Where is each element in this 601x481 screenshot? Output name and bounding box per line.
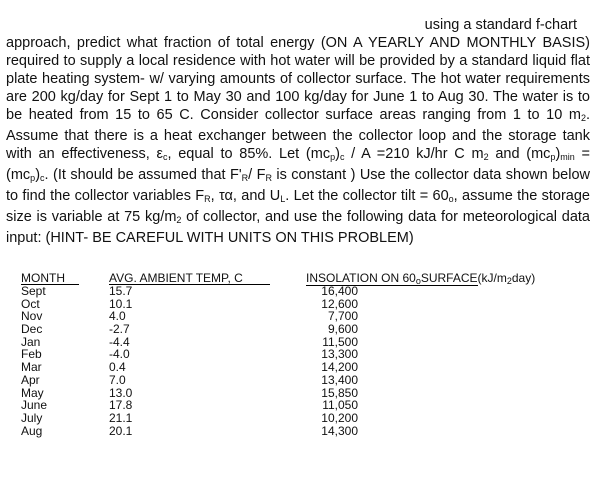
cell-temp: 4.0 (109, 309, 126, 324)
table-body (21, 285, 581, 437)
table-row (21, 285, 581, 298)
cell-insolation: 9,600 (327, 322, 358, 337)
cell-month: Oct (21, 296, 40, 311)
cell-month: July (21, 410, 43, 425)
table-row (21, 310, 581, 323)
para-sub: L (280, 194, 286, 204)
cell-insolation: 11,050 (322, 398, 358, 413)
cell-temp: -2.7 (109, 322, 130, 337)
header-insolation-post: SURFACE (420, 271, 478, 285)
climate-data-table (21, 271, 581, 437)
header-insolation-pre: INSOLATION ON 60 (306, 271, 416, 285)
para-text: . (It should be assumed that F' (44, 167, 242, 183)
table-row (21, 387, 581, 400)
problem-paragraph (6, 34, 590, 247)
table-row (21, 336, 581, 349)
para-text: is constant ) Use the collector data shown below to find the collector variables F (6, 167, 591, 204)
cell-temp: 0.4 (109, 360, 126, 375)
cell-insolation: 11,500 (322, 334, 358, 349)
para-sub: R (204, 194, 211, 204)
table-row (21, 361, 581, 374)
para-text: / F (248, 167, 266, 183)
para-text: ) (35, 167, 41, 183)
cell-insolation: 14,200 (321, 360, 358, 375)
para-text: of collector, and use the following data for meteorological data input: (HINT- BE CAREFUL WITH UNITS ON THIS PROBLEM) (6, 209, 590, 246)
para-text: ) (555, 146, 561, 162)
table-row (21, 298, 581, 311)
header-insolation (306, 271, 535, 285)
cell-temp: 10.1 (109, 296, 133, 311)
para-text: and (mc (488, 146, 551, 162)
header-unit-sub: 2 (506, 276, 512, 286)
cell-month: Nov (21, 309, 43, 324)
para-sub: min (560, 152, 575, 162)
cell-temp: 7.0 (109, 372, 126, 387)
cell-month: June (21, 398, 48, 413)
table-row (21, 412, 581, 425)
table-row (21, 399, 581, 412)
para-sub: p (330, 152, 336, 162)
cell-month: Dec (21, 322, 43, 337)
table-row (21, 374, 581, 387)
cell-temp: 13.0 (109, 385, 133, 400)
cell-insolation: 16,400 (321, 284, 358, 298)
header-unit-post: day) (511, 271, 536, 285)
cell-insolation: 13,400 (321, 372, 358, 387)
cell-insolation: 13,300 (321, 347, 358, 362)
cell-insolation: 7,700 (327, 309, 358, 324)
header-temp: AVG. AMBIENT TEMP, C (109, 271, 270, 285)
para-sub: c (40, 173, 45, 183)
cell-insolation: 12,600 (321, 296, 358, 311)
header-month: MONTH (21, 271, 79, 285)
para-text: / A =210 kJ/hr C m (344, 146, 484, 162)
para-sub: c (162, 152, 168, 162)
table-row (21, 323, 581, 336)
table-header-row (21, 271, 581, 285)
para-sub: 2 (483, 152, 489, 162)
cell-month: Feb (21, 347, 42, 362)
cell-temp: 15.7 (109, 284, 133, 298)
para-sub: p (550, 152, 556, 162)
para-sub: o (448, 194, 454, 204)
cell-month: Jan (21, 334, 41, 349)
cell-month: Apr (21, 372, 40, 387)
cell-temp: 17.8 (109, 398, 133, 413)
para-text: , τα, and U (210, 188, 281, 204)
para-sub: R (241, 173, 249, 183)
para-sub: 2 (176, 215, 182, 225)
table-row (21, 425, 581, 438)
cell-temp: -4.0 (109, 347, 130, 362)
para-text: . Assume that there is a heat exchanger between the collector loop and the storage tank with an effectiveness, ε (6, 107, 590, 162)
para-sub: R (265, 173, 272, 183)
cell-month: Aug (21, 423, 43, 438)
para-text: , assume the storage size is variable at 75 kg/m (6, 188, 590, 225)
table-row (21, 348, 581, 361)
para-sub: c (339, 152, 345, 162)
header-unit-pre: (kJ/m (477, 271, 507, 285)
para-text: = (mc (6, 146, 590, 183)
cell-temp: 21.1 (109, 410, 133, 425)
cell-temp: 20.1 (109, 423, 133, 438)
para-sub: p (30, 173, 36, 183)
cell-month: Mar (21, 360, 42, 375)
para-text: , equal to 85%. Let (mc (167, 146, 331, 162)
para-sub: 2 (580, 113, 586, 123)
cell-insolation: 15,850 (321, 385, 358, 400)
para-text: approach, predict what fraction of total energy (ON A YEARLY AND MONTHLY BASIS) required to supply a local residence with hot water will be provided by a standard liquid flat plate heating system- w/ varying amounts of collector surface. The hot water requirements are 200 kg/day for Sept 1 to May 30 and 100 kg/day for June 1 to Aug 30. The water is to be heated from 15 to 65 C. Consider collector surface areas ranging from 1 to 10 m (6, 35, 590, 123)
header-insolation-sub: o (415, 276, 421, 286)
cell-insolation: 14,300 (321, 423, 358, 438)
cell-month: Sept (21, 284, 46, 298)
cell-temp: -4.4 (109, 334, 130, 349)
cell-insolation: 10,200 (321, 410, 358, 425)
cell-month: May (21, 385, 44, 400)
para-text: ) (335, 146, 340, 162)
para-text: . Let the collector tilt = 60 (285, 188, 449, 204)
lead-text: using a standard f-chart (424, 17, 577, 33)
